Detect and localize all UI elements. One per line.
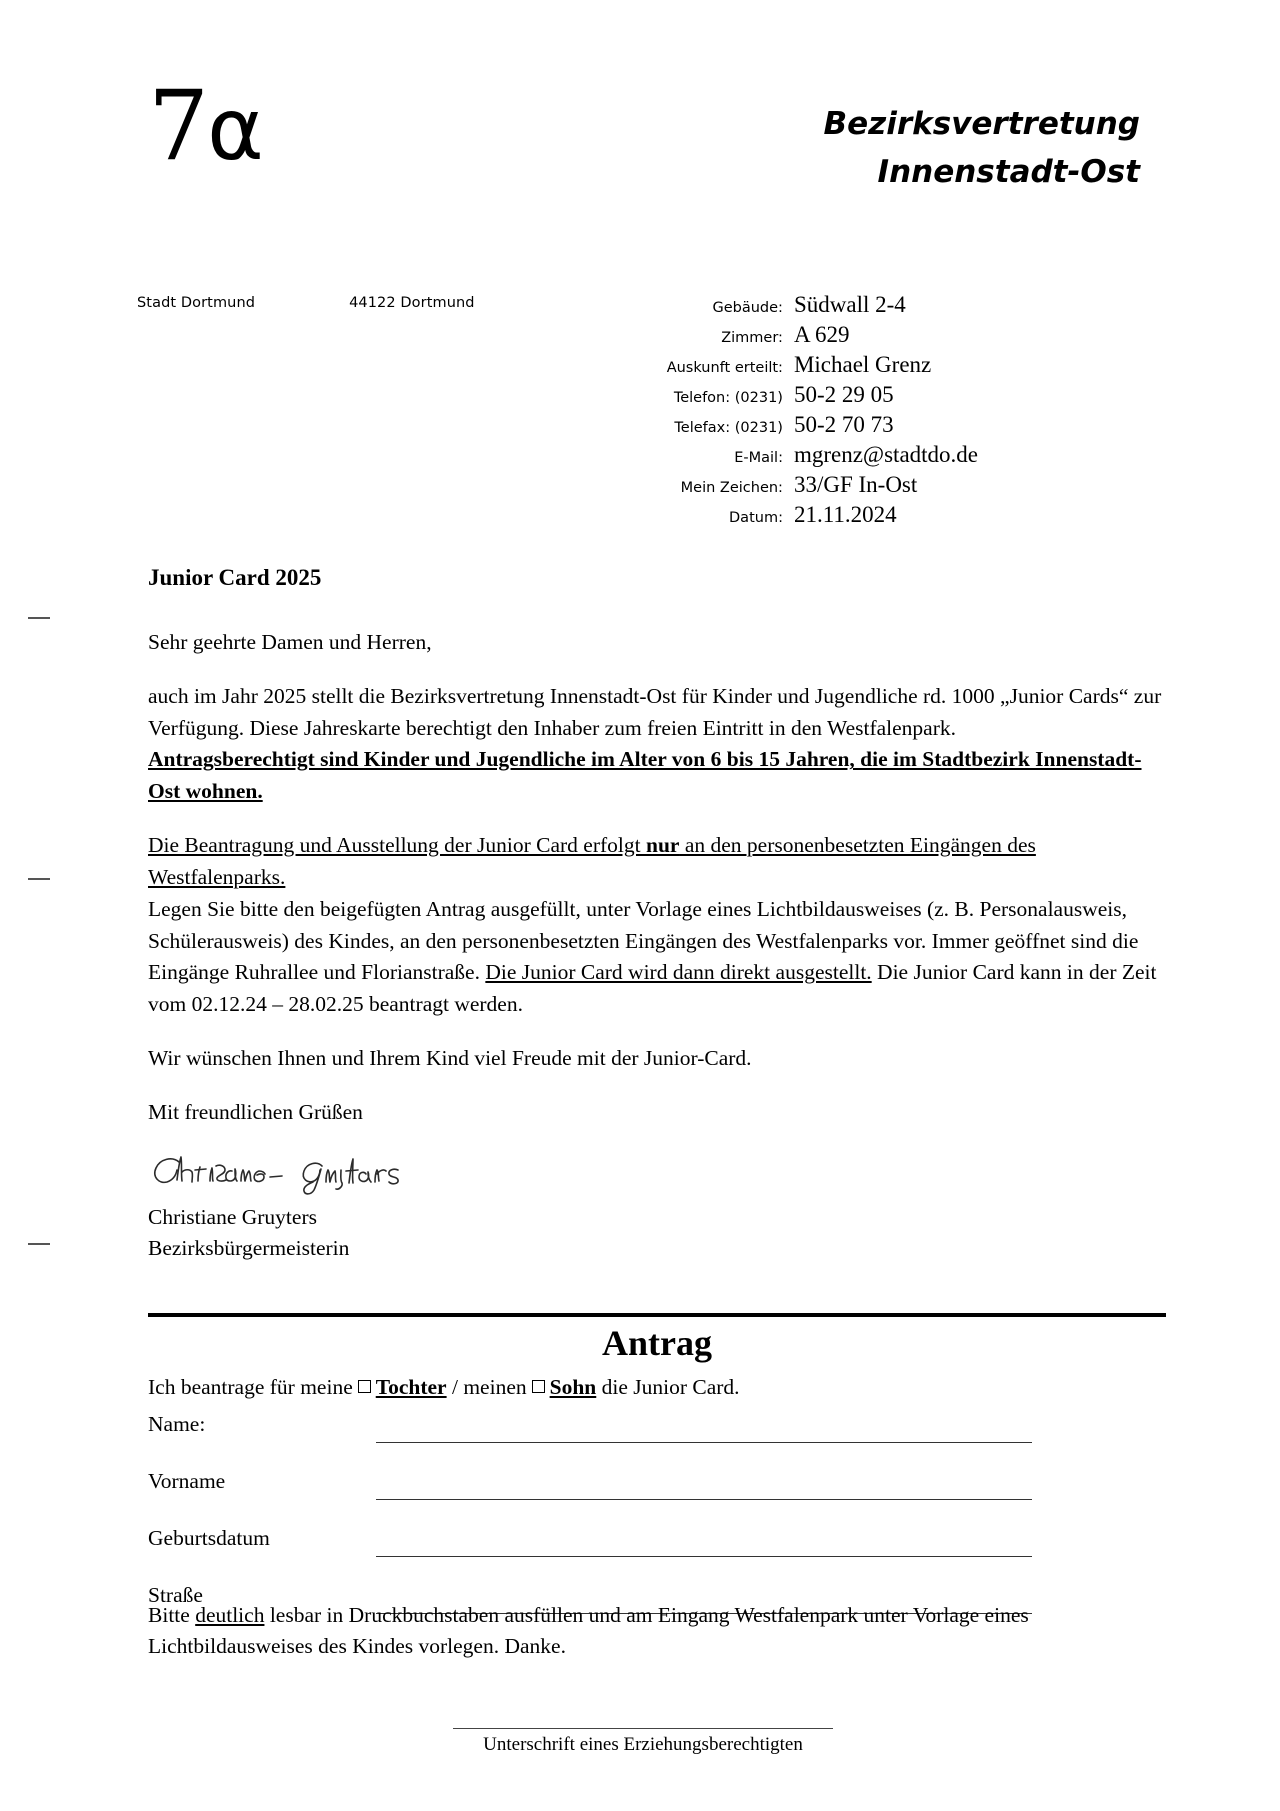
form-row-geburtsdatum (148, 1526, 1178, 1583)
application-location-text-b: an den personenbesetzten Eingängen des Westfalenparks. (148, 833, 1036, 889)
application-location-text-a: Die Beantragung und Ausstellung der Junior Card erfolgt (148, 833, 646, 858)
contact-row-contact-person (667, 352, 978, 382)
organisation-title (824, 100, 1140, 196)
contact-label-contact-person: Auskunft erteilt: (666, 360, 783, 376)
form-request-line (148, 1375, 740, 1400)
letter-paragraph-1-emphasis (148, 744, 1166, 808)
guardian-signature-field (453, 1728, 833, 1756)
sender-postal-city: 44122 Dortmund (349, 295, 475, 311)
form-note-text-a: Bitte (148, 1603, 196, 1627)
contact-label-room: Zimmer: (721, 330, 783, 346)
contact-details-block (667, 292, 978, 532)
contact-value-phone: 50-2 29 05 (793, 382, 894, 407)
contact-label-phone: Telefon: (0231) (673, 390, 783, 406)
fold-mark-top (28, 617, 50, 619)
organisation-title-line2: Innenstadt-Ost (877, 154, 1140, 191)
contact-value-contact-person: Michael Grenz (793, 352, 932, 377)
contact-value-date: 21.11.2024 (793, 502, 897, 527)
form-input-vorname[interactable] (376, 1499, 1032, 1500)
application-instructions-text-a: Legen Sie bitte den beigefügten Antrag ausgefüllt, unter Vorlage eines Lichtbildausweises (z. B. Personalausweis, Schülerausweis) des Kindes, an den personenbesetzten Eingängen des Westfalenparks vor. Immer geöffnet sind die Eingänge Ruhrallee und Florianstraße. (148, 896, 1139, 985)
contact-row-fax (667, 412, 978, 442)
form-note-emphasis: deutlich (195, 1603, 265, 1627)
form-label-geburtsdatum: Geburtsdatum (148, 1526, 270, 1550)
form-request-prefix: Ich beantrage für meine (148, 1375, 353, 1399)
form-input-name[interactable] (376, 1442, 1032, 1443)
contact-value-email: mgrenz@stadtdo.de (793, 442, 978, 467)
checkbox-son[interactable] (532, 1380, 545, 1393)
signer-title: Bezirksbürgermeisterin (148, 1236, 350, 1261)
district-logo (148, 70, 262, 182)
application-instructions-text-b: Die Junior Card kann in der Zeit vom 02.12.24 – 28.02.25 beantragt werden. (148, 960, 1157, 1017)
sender-authority: Stadt Dortmund (137, 295, 256, 311)
form-input-geburtsdatum[interactable] (376, 1556, 1032, 1557)
letter-paragraph-1: auch im Jahr 2025 stellt die Bezirksvertretung Innenstadt-Ost für Kinder und Jugendliche rd. 1000 „Junior Cards“ zur Verfügung. Diese Jahreskarte berechtigt den Inhaber zum freien Eintritt in den Westfalenpark. (148, 683, 1162, 740)
contact-value-room: A 629 (793, 322, 850, 347)
contact-row-room (667, 322, 978, 352)
contact-label-fax: Telefax: (0231) (674, 420, 783, 436)
letter-paragraph-3 (148, 894, 1166, 1021)
contact-row-building (667, 292, 978, 322)
letter-subject: Junior Card 2025 (148, 565, 322, 590)
form-row-name (148, 1412, 1178, 1469)
contact-row-phone (667, 382, 978, 412)
letter-paragraph-2 (148, 830, 1166, 894)
fold-mark-middle (28, 878, 50, 880)
sender-address-line (137, 295, 475, 311)
signer-block (148, 1202, 349, 1264)
contact-value-fax: 50-2 70 73 (793, 412, 894, 437)
contact-label-reference: Mein Zeichen: (680, 480, 783, 496)
form-request-suffix: die Junior Card. (601, 1375, 740, 1399)
form-note-text-b: lesbar in Druckbuchstaben ausfüllen und am Eingang Westfalenpark unter Vorlage eines Lichtbildausweises des Kindes vorlegen. Danke. (148, 1603, 1029, 1659)
application-location-emphasis: nur (646, 833, 680, 858)
form-label-name: Name: (148, 1412, 206, 1436)
organisation-title-line1: Bezirksvertretung (823, 106, 1140, 142)
handwritten-signature-icon (146, 1150, 436, 1196)
form-note (148, 1600, 1168, 1663)
contact-table (667, 292, 978, 532)
letter-closing: Mit freundlichen Grüßen (148, 1099, 363, 1124)
checkbox-label-daughter[interactable]: Tochter (375, 1375, 447, 1399)
signer-name: Christiane Gruyters (148, 1205, 317, 1229)
application-instructions-emphasis: Die Junior Card wird dann direkt ausgestellt. (485, 960, 872, 985)
contact-row-date (667, 502, 978, 532)
checkbox-daughter[interactable] (358, 1380, 371, 1393)
contact-value-reference: 33/GF In-Ost (793, 472, 918, 497)
contact-row-email (667, 442, 978, 472)
form-separator-rule (148, 1313, 1166, 1317)
form-request-separator: / meinen (451, 1375, 527, 1399)
fold-mark-bottom (28, 1243, 50, 1245)
letter-body (148, 627, 1166, 1151)
contact-row-reference (667, 472, 978, 502)
checkbox-label-son[interactable]: Sohn (549, 1375, 597, 1399)
logo-number: 7 (148, 70, 208, 182)
form-label-vorname: Vorname (148, 1469, 226, 1493)
contact-label-email: E-Mail: (734, 450, 783, 466)
form-label-strasse: Straße (148, 1583, 203, 1607)
letter-salutation: Sehr geehrte Damen und Herren, (148, 630, 432, 654)
contact-label-date: Datum: (729, 510, 783, 526)
letter-paragraph-4: Wir wünschen Ihnen und Ihrem Kind viel Freude mit der Junior-Card. (148, 1045, 752, 1070)
guardian-signature-line[interactable] (453, 1728, 833, 1729)
eligibility-statement: Antragsberechtigt sind Kinder und Jugendliche im Alter von 6 bis 15 Jahren, die im Stadtbezirk Innenstadt-Ost wohnen. (148, 747, 1142, 804)
logo-alpha-glyph: α (207, 80, 262, 180)
contact-value-building: Südwall 2-4 (793, 292, 906, 317)
guardian-signature-caption: Unterschrift eines Erziehungsberechtigten (483, 1734, 803, 1755)
contact-label-building: Gebäude: (712, 300, 783, 316)
form-title: Antrag (602, 1323, 712, 1363)
form-row-vorname (148, 1469, 1178, 1526)
